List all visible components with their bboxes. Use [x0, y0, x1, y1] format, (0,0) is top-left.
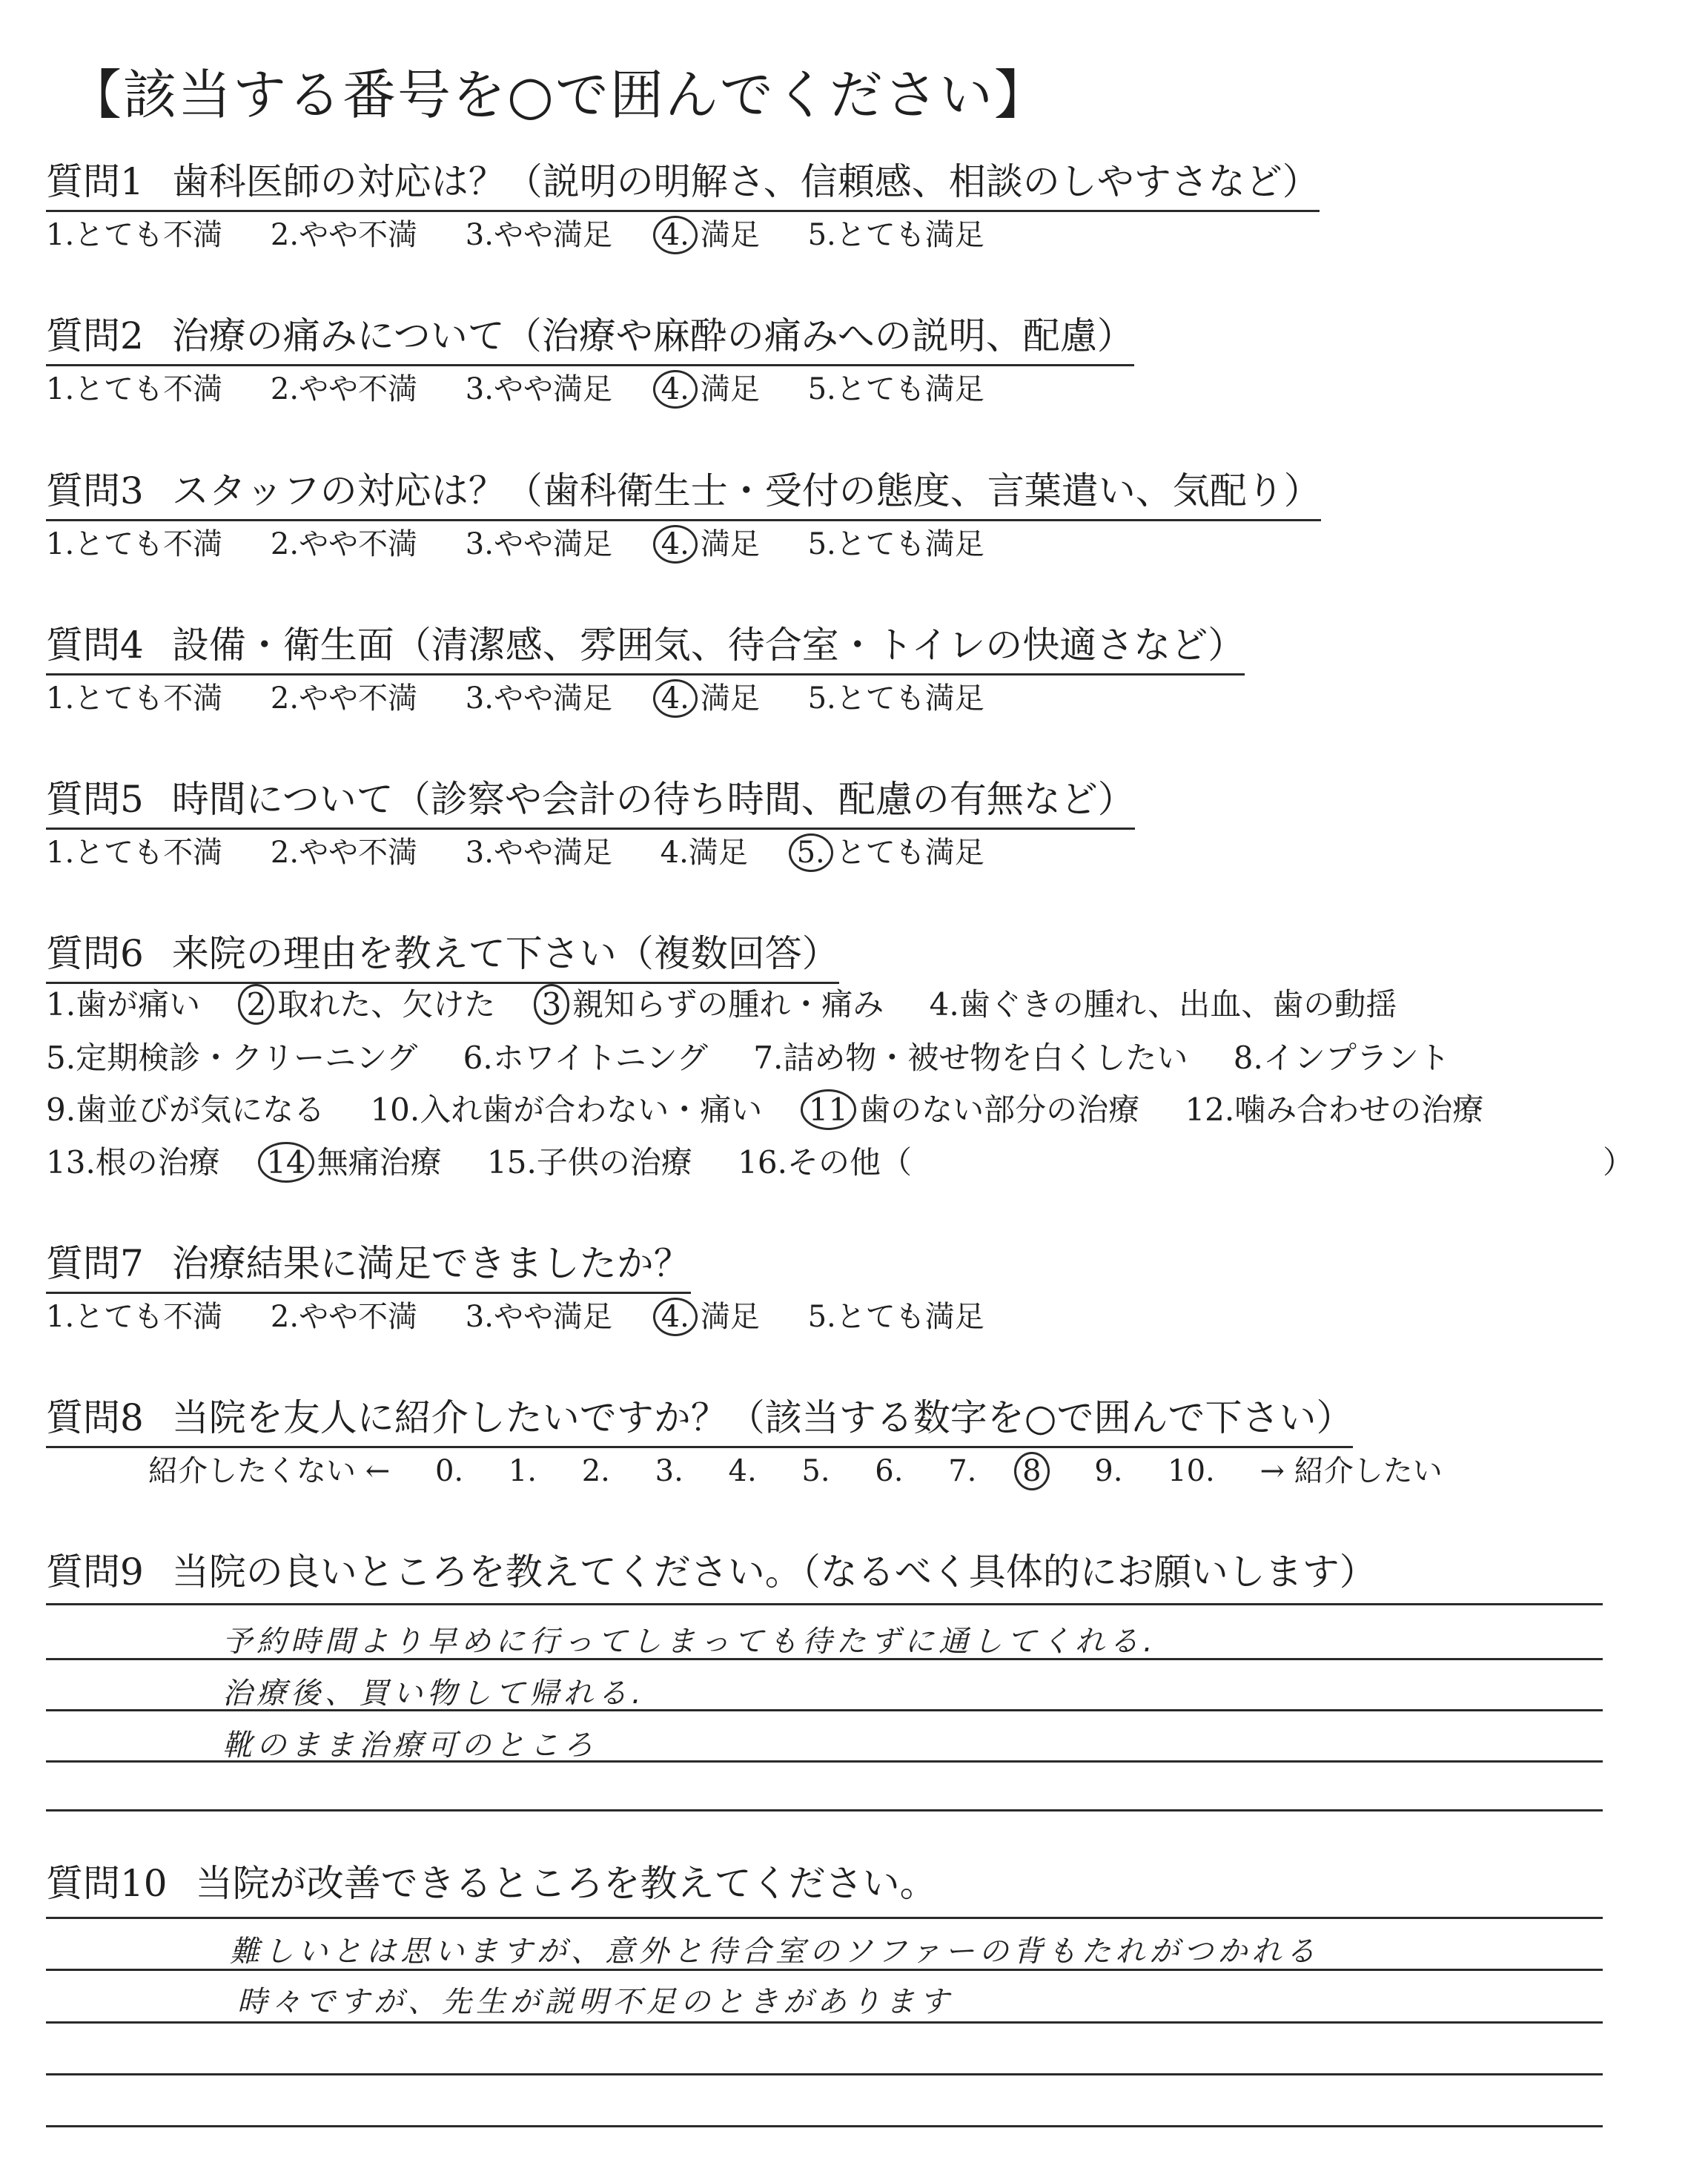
reason-6[interactable]: 6.ホワイトニング — [463, 1040, 708, 1076]
question-7-heading — [46, 1234, 691, 1294]
answer-line — [46, 1709, 1603, 1711]
question-1-options — [46, 211, 1023, 254]
option-4-selected[interactable]: 4. 満足 — [661, 1300, 760, 1334]
option-5[interactable]: 5.とても満足 — [807, 1300, 984, 1334]
scale-1[interactable]: 1. — [508, 1454, 537, 1488]
question-1-heading — [46, 152, 1320, 212]
option-5-selected[interactable]: 5. とても満足 — [796, 836, 984, 870]
scale-left-label: 紹介したくない ← — [148, 1454, 391, 1488]
question-label: 質問9 — [46, 1550, 144, 1593]
option-2[interactable]: 2.やや不満 — [270, 372, 418, 406]
option-4-selected[interactable]: 4. 満足 — [661, 218, 760, 252]
option-4[interactable]: 4.満足 — [660, 836, 748, 870]
option-3[interactable]: 3.やや満足 — [465, 681, 612, 716]
other-close-paren: ） — [1603, 1144, 1635, 1180]
question-label: 質問1 — [46, 160, 144, 203]
reason-10[interactable]: 10.入れ歯が合わない・痛い — [370, 1091, 763, 1128]
reason-4[interactable]: 4.歯ぐきの腫れ、出血、歯の動揺 — [929, 986, 1397, 1023]
question-text: 治療結果に満足できましたか？ — [171, 1242, 691, 1285]
question-text: 設備・衛生面（清潔感、雰囲気、待合室・トイレの快適さなど） — [171, 624, 1245, 667]
reason-11-selected[interactable]: 11 歯のない部分の治療 — [808, 1091, 1139, 1128]
question-10-heading — [46, 1854, 937, 1907]
question-label: 質問10 — [46, 1862, 168, 1905]
reason-15[interactable]: 15.子供の治療 — [487, 1144, 692, 1180]
question-text: スタッフの対応は？（歯科衛生士・受付の態度、言葉遣い、気配り） — [171, 469, 1321, 512]
answer-line — [46, 2073, 1603, 2075]
question-2-options — [46, 366, 1023, 408]
reason-12[interactable]: 12.噛み合わせの治療 — [1185, 1091, 1484, 1128]
answer-line — [46, 1917, 1603, 1919]
q6-row-4 — [46, 1138, 947, 1183]
reason-2-selected[interactable]: 2 取れた、欠けた — [245, 986, 495, 1023]
reason-13[interactable]: 13.根の治療 — [46, 1144, 220, 1180]
option-4-selected[interactable]: 4. 満足 — [661, 527, 760, 561]
reason-7[interactable]: 7.詰め物・被せ物を白くしたい — [753, 1040, 1188, 1076]
option-3[interactable]: 3.やや満足 — [465, 527, 612, 561]
option-5[interactable]: 5.とても満足 — [807, 681, 984, 716]
option-5[interactable]: 5.とても満足 — [807, 372, 984, 406]
handwritten-answer: 時々ですが、先生が説明不足のときがあります — [237, 1985, 953, 2019]
scale-5[interactable]: 5. — [801, 1454, 830, 1488]
option-2[interactable]: 2.やや不満 — [270, 681, 418, 716]
question-text: 来院の理由を教えて下さい（複数回答） — [171, 932, 839, 975]
answer-line — [46, 1603, 1603, 1605]
option-3[interactable]: 3.やや満足 — [465, 1300, 612, 1334]
scale-6[interactable]: 6. — [875, 1454, 904, 1488]
reason-16-other[interactable]: 16.その他（ — [738, 1144, 912, 1180]
scale-7[interactable]: 7. — [948, 1454, 977, 1488]
scale-2[interactable]: 2. — [581, 1454, 610, 1488]
reason-14-selected[interactable]: 14 無痛治療 — [265, 1144, 441, 1180]
q6-row-3 — [46, 1086, 1519, 1130]
answer-line — [46, 2021, 1603, 2024]
question-text: 歯科医師の対応は？（説明の明解さ、信頼感、相談のしやすさなど） — [171, 160, 1320, 203]
option-1[interactable]: 1.とても不満 — [46, 527, 223, 561]
option-2[interactable]: 2.やや不満 — [270, 527, 418, 561]
scale-8-selected[interactable]: 8 — [1014, 1452, 1049, 1490]
handwritten-answer: 治療後、買い物して帰れる. — [222, 1677, 646, 1711]
scale-right-label: → 紹介したい — [1260, 1454, 1443, 1488]
question-3-heading — [46, 461, 1321, 521]
question-4-options — [46, 675, 1023, 717]
question-8-heading — [46, 1388, 1353, 1448]
question-label: 質問4 — [46, 624, 144, 667]
form-title: 【該当する番号を○で囲んでください】 — [68, 64, 1049, 126]
question-label: 質問8 — [46, 1396, 144, 1439]
option-3[interactable]: 3.やや満足 — [465, 218, 612, 252]
option-4-selected[interactable]: 4. 満足 — [661, 681, 760, 716]
q6-row-1 — [46, 980, 1432, 1025]
question-text: 当院が改善できるところを教えてください。 — [195, 1862, 937, 1905]
recommend-scale — [148, 1447, 1443, 1490]
question-text: 治療の痛みについて（治療や麻酔の痛みへの説明、配慮） — [171, 314, 1134, 357]
option-4-selected[interactable]: 4. 満足 — [661, 372, 760, 406]
option-2[interactable]: 2.やや不満 — [270, 1300, 418, 1334]
answer-line — [46, 1809, 1603, 1811]
question-2-heading — [46, 306, 1134, 366]
option-1[interactable]: 1.とても不満 — [46, 1300, 223, 1334]
question-4-heading — [46, 615, 1245, 676]
option-5[interactable]: 5.とても満足 — [807, 218, 984, 252]
question-text: 時間について（診察や会計の待ち時間、配慮の有無など） — [171, 778, 1135, 821]
question-label: 質問6 — [46, 932, 144, 975]
question-5-options — [46, 829, 1023, 871]
option-1[interactable]: 1.とても不満 — [46, 372, 223, 406]
question-text: 当院の良いところを教えてください。（なるべく具体的にお願いします） — [171, 1550, 1377, 1593]
answer-line — [46, 2125, 1603, 2127]
option-3[interactable]: 3.やや満足 — [465, 836, 612, 870]
question-3-options — [46, 521, 1023, 563]
question-label: 質問2 — [46, 314, 144, 357]
reason-1[interactable]: 1.歯が痛い — [46, 986, 201, 1023]
option-3[interactable]: 3.やや満足 — [465, 372, 612, 406]
answer-line — [46, 1658, 1603, 1660]
handwritten-answer: 靴のまま治療可のところ — [222, 1728, 598, 1763]
q6-row-2 — [46, 1034, 1486, 1078]
option-1[interactable]: 1.とても不満 — [46, 218, 223, 252]
answer-line — [46, 1760, 1603, 1763]
handwritten-answer: 予約時間より早めに行ってしまっても待たずに通してくれる. — [222, 1625, 1157, 1659]
reason-3-selected[interactable]: 3 親知らずの腫れ・痛み — [541, 986, 884, 1023]
scale-4[interactable]: 4. — [728, 1454, 757, 1488]
question-label: 質問5 — [46, 778, 144, 821]
option-5[interactable]: 5.とても満足 — [807, 527, 984, 561]
option-1[interactable]: 1.とても不満 — [46, 681, 223, 716]
scale-9[interactable]: 9. — [1094, 1454, 1123, 1488]
handwritten-answer: 難しいとは思いますが、意外と待合室のソファーの背もたれがつかれる — [230, 1935, 1320, 1969]
reason-9[interactable]: 9.歯並びが気になる — [46, 1091, 325, 1128]
reason-5[interactable]: 5.定期検診・クリーニング — [46, 1040, 418, 1076]
question-text: 当院を友人に紹介したいですか？（該当する数字を○で囲んで下さい） — [171, 1396, 1354, 1439]
reason-8[interactable]: 8.インプラント — [1233, 1040, 1450, 1076]
question-6-heading — [46, 924, 839, 984]
question-label: 質問3 — [46, 469, 144, 512]
option-2[interactable]: 2.やや不満 — [270, 836, 418, 870]
option-2[interactable]: 2.やや不満 — [270, 218, 418, 252]
answer-line — [46, 1969, 1603, 1971]
scale-0[interactable]: 0. — [434, 1454, 464, 1488]
question-5-heading — [46, 770, 1135, 830]
option-1[interactable]: 1.とても不満 — [46, 836, 223, 870]
question-7-options — [46, 1293, 1023, 1335]
scale-10[interactable]: 10. — [1168, 1454, 1215, 1488]
question-label: 質問7 — [46, 1242, 144, 1285]
scale-3[interactable]: 3. — [655, 1454, 683, 1488]
question-9-heading — [46, 1542, 1377, 1596]
